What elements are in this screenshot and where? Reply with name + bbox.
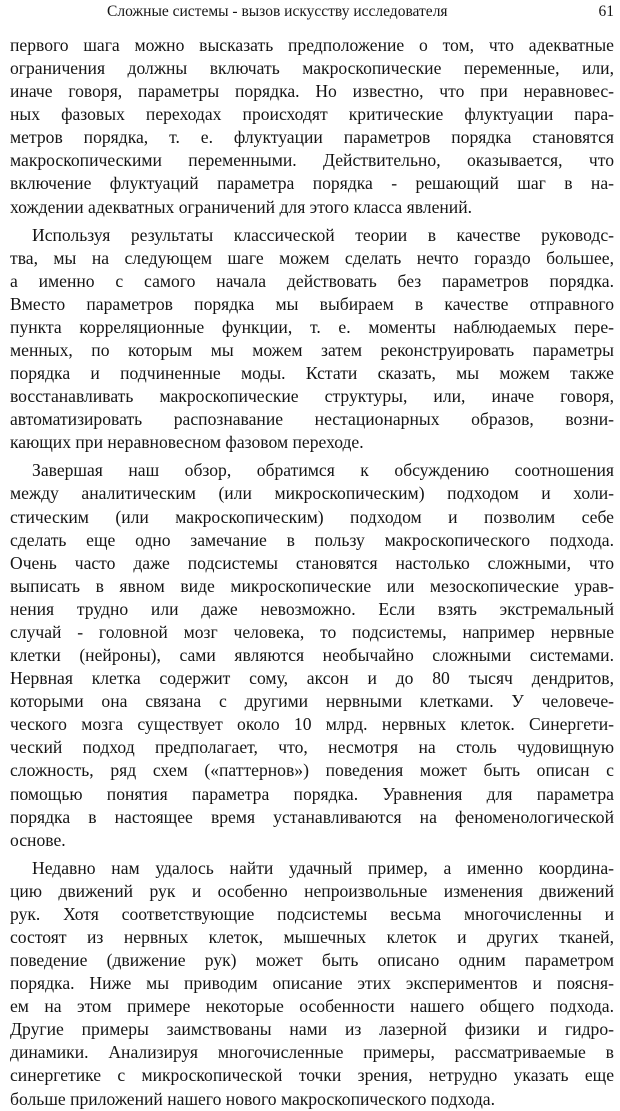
text-line: ем на этом примере некоторые особенности нашего общего подхода. xyxy=(10,996,614,1017)
running-header-title: Сложные системы - вызов искусству исследователя xyxy=(107,3,448,20)
text-line: Вместо параметров порядка мы выбираем в качестве отправного xyxy=(10,293,614,314)
paragraph xyxy=(10,857,614,1111)
text-line: ческого мозга существует около 10 млрд. нервных клеток. Синергети- xyxy=(10,714,614,735)
text-line: динамики. Анализируя многочисленные примеры, рассматриваемые в xyxy=(10,1042,614,1063)
text-line: цию движений рук и особенно непроизвольные изменения движений xyxy=(10,880,614,901)
text-line: тва, мы на следующем шаге можем сделать нечто гораздо большее, xyxy=(10,247,614,268)
text-line: кающих при неравновесном фазовом переходе. xyxy=(10,432,364,453)
text-line: порядка и подчиненные моды. Кстати сказать, мы можем также xyxy=(10,363,614,384)
text-line: ных фазовых переходах происходят критические флуктуации пара- xyxy=(10,104,614,125)
text-line: сделать еще одно замечание в пользу макроскопического подхода. xyxy=(10,529,614,550)
text-line: синергетике с микроскопической точки зрения, нетрудно указать еще xyxy=(10,1065,614,1086)
text-line: клетки (нейроны), сами являются необычайно сложными системами. xyxy=(10,645,614,666)
text-line: которыми она связана с другими нервными клетками. У человече- xyxy=(10,691,614,712)
text-line: пункта корреляционные функции, т. е. моменты наблюдаемых пере- xyxy=(10,316,614,337)
text-line: хождении адекватных ограничений для этого класса явлений. xyxy=(10,196,473,217)
text-line: включение флуктуаций параметра порядка - решающий шаг в на- xyxy=(10,173,614,194)
text-line: Другие примеры заимствованы нами из лазерной физики и гидро- xyxy=(10,1019,614,1040)
text-line: ограничения должны включать макроскопические переменные, или, xyxy=(10,58,614,79)
text-line: состоят из нервных клеток, мышечных клеток и других тканей, xyxy=(10,926,614,947)
text-line: рук. Хотя соответствующие подсистемы весьма многочисленны и xyxy=(10,903,614,924)
text-line: Используя результаты классической теории в качестве руководс- xyxy=(32,224,614,245)
text-line: случай - головной мозг человека, то подсистемы, например нервные xyxy=(10,621,614,642)
text-line: Нервная клетка содержит сому, аксон и до 80 тысяч дендритов, xyxy=(10,668,614,689)
text-line: иначе говоря, параметры порядка. Но известно, что при неравновес- xyxy=(10,81,614,102)
text-line: менных, по которым мы можем затем реконструировать параметры xyxy=(10,340,614,361)
text-line: стическим (или макроскопическим) подходом и позволим себе xyxy=(10,506,614,527)
running-header xyxy=(12,0,614,26)
text-line: макроскопическими переменными. Действительно, оказывается, что xyxy=(10,150,614,171)
text-line: больше приложений нашего нового макроскопического подхода. xyxy=(10,1088,495,1109)
text-line: Недавно нам удалось найти удачный пример, а именно координа- xyxy=(32,857,614,878)
text-line: ческий подход предполагает, что, несмотря на столь чудовищную xyxy=(10,737,614,758)
paragraph xyxy=(10,34,614,219)
text-line: первого шага можно высказать предположение о том, что адекватные xyxy=(10,35,614,55)
text-line: выписать в явном виде микроскопические или мезоскопические урав- xyxy=(10,575,614,596)
text-line: помощью понятия параметра порядка. Уравнения для параметра xyxy=(10,783,614,804)
text-line: Завершая наш обзор, обратимся к обсуждению соотношения xyxy=(32,460,614,481)
text-line: основе. xyxy=(10,829,66,850)
text-line: Очень часто даже подсистемы становятся настолько сложными, что xyxy=(10,552,614,573)
paragraph xyxy=(10,459,614,851)
text-line: порядка в настоящее время устанавливаются на феноменологической xyxy=(10,806,614,827)
paragraph xyxy=(10,224,614,455)
text-line: поведение (движение рук) может быть описано одним параметром xyxy=(10,950,614,971)
page-number: 61 xyxy=(598,3,614,20)
body-text xyxy=(10,34,614,1111)
text-line: автоматизировать распознавание нестационарных образов, возни- xyxy=(10,409,614,430)
text-line: порядка. Ниже мы приводим описание этих экспериментов и поясня- xyxy=(10,973,614,994)
text-line: восстанавливать макроскопические структуры, или, иначе говоря, xyxy=(10,386,614,407)
text-line: метров порядка, т. е. флуктуации параметров порядка становятся xyxy=(10,127,614,148)
text-line: нения трудно или даже невозможно. Если взять экстремальный xyxy=(10,598,614,619)
text-line: сложность, ряд схем («паттернов») поведения может быть описан с xyxy=(10,760,614,781)
text-line: между аналитическим (или микроскопическим) подходом и холи- xyxy=(10,483,614,504)
text-line: а именно с самого начала действовать без параметров порядка. xyxy=(10,270,614,291)
